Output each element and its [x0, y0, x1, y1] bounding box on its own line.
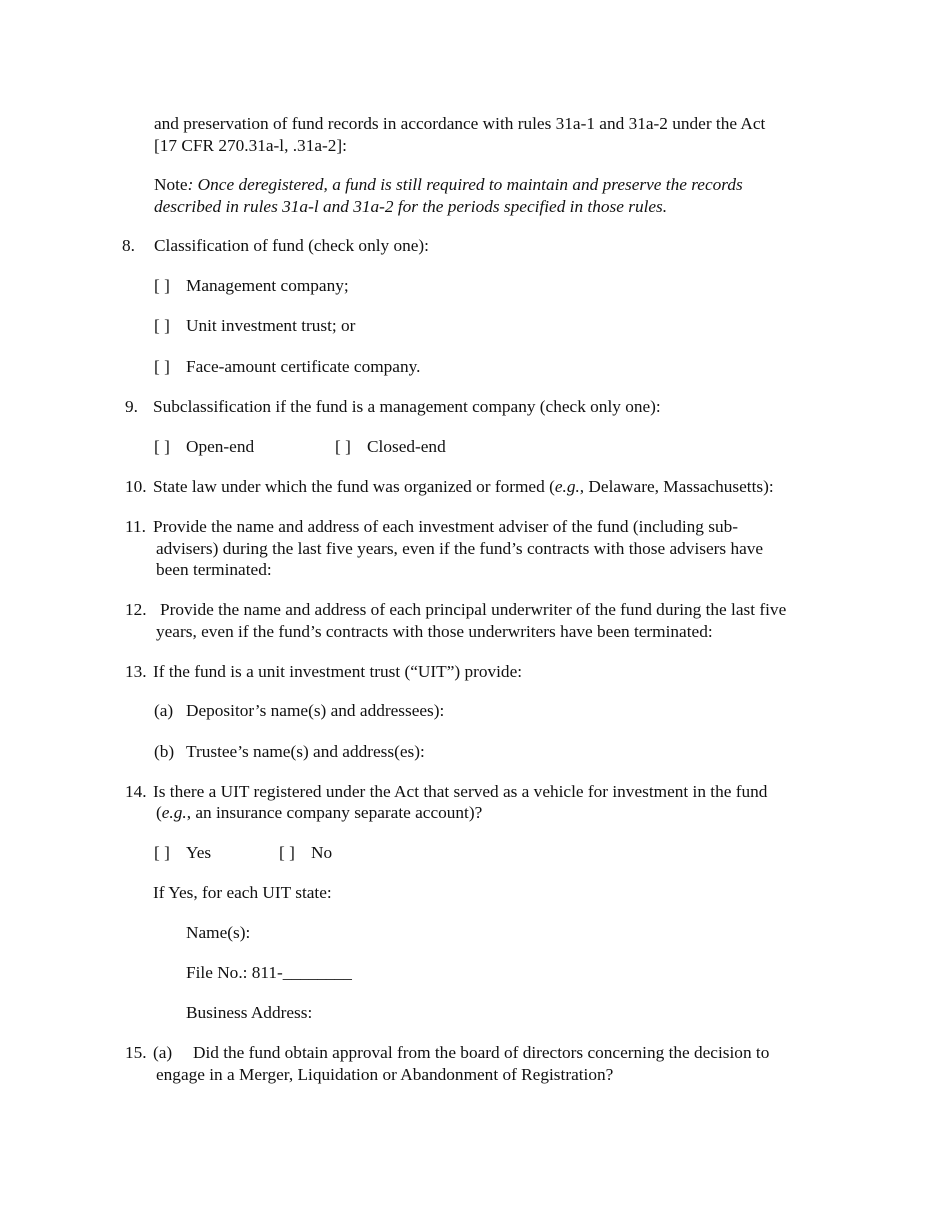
q8-option-face-amount — [154, 356, 420, 378]
q11-number: 11. — [125, 517, 146, 536]
q14-file-no-field[interactable]: File No.: 811-________ — [186, 963, 352, 982]
q13-text: If the fund is a unit investment trust (“UIT”) provide: — [153, 662, 523, 681]
q10-eg: e.g. — [554, 477, 580, 496]
checkbox[interactable]: [ ] — [154, 437, 170, 456]
q14-line-2-rest: , an insurance company separate account)? — [186, 803, 483, 822]
option-label: Yes — [186, 843, 212, 862]
q9-option-closed-end — [335, 436, 446, 458]
q14-names-field[interactable]: Name(s): — [186, 923, 251, 942]
q14-option-yes — [154, 842, 211, 864]
q12-line-2: years, even if the fund’s contracts with those underwriters have been terminated: — [156, 622, 713, 641]
note-label: Note — [154, 175, 188, 194]
q10-text — [153, 476, 774, 498]
q13-a-text: Depositor’s name(s) and addressees): — [186, 701, 445, 720]
intro-line-1: and preservation of fund records in accordance with rules 31a-1 and 31a-2 under the Act — [154, 114, 766, 133]
q11-line-3: been terminated: — [156, 560, 272, 579]
q8-number: 8. — [122, 236, 135, 255]
checkbox[interactable]: [ ] — [335, 437, 351, 456]
q9-option-open-end — [154, 436, 254, 458]
q13-b-text: Trustee’s name(s) and address(es): — [186, 742, 425, 761]
option-label: Unit investment trust; or — [186, 316, 356, 335]
q14-if-yes: If Yes, for each UIT state: — [153, 883, 332, 902]
checkbox[interactable]: [ ] — [154, 357, 170, 376]
q8-option-management — [154, 275, 349, 297]
q15-line-1: Did the fund obtain approval from the board of directors concerning the decision to — [193, 1043, 770, 1062]
q14-eg: e.g. — [161, 803, 187, 822]
q10-text-before: State law under which the fund was organized or formed ( — [153, 477, 555, 496]
q15-line-2: engage in a Merger, Liquidation or Abandonment of Registration? — [156, 1065, 614, 1084]
q10-text-after: , Delaware, Massachusetts): — [579, 477, 774, 496]
q9-text: Subclassification if the fund is a management company (check only one): — [153, 397, 661, 416]
q14-paren: ( — [156, 803, 162, 822]
note-text-1: : Once deregistered, a fund is still required to maintain and preserve the records — [187, 175, 743, 194]
q12-number: 12. — [125, 600, 147, 619]
q9-number: 9. — [125, 397, 138, 416]
q15-a-label: (a) — [153, 1043, 173, 1062]
note-line-1 — [154, 174, 743, 196]
q14-number: 14. — [125, 782, 147, 801]
q14-line-1: Is there a UIT registered under the Act that served as a vehicle for investment in the fund — [153, 782, 768, 801]
q13-b-label: (b) — [154, 742, 175, 761]
q10-number: 10. — [125, 477, 147, 496]
note-line-2: described in rules 31a-l and 31a-2 for the periods specified in those rules. — [154, 197, 668, 216]
checkbox[interactable]: [ ] — [154, 843, 170, 862]
q14-line-2 — [156, 802, 482, 824]
q15-number: 15. — [125, 1043, 147, 1062]
q14-business-address-field[interactable]: Business Address: — [186, 1003, 313, 1022]
q8-option-uit — [154, 315, 355, 337]
intro-line-2: [17 CFR 270.31a-l, .31a-2]: — [154, 136, 347, 155]
q11-line-2: advisers) during the last five years, even if the fund’s contracts with those advisers have — [156, 539, 764, 558]
option-label: Management company; — [186, 276, 349, 295]
option-label: Face-amount certificate company. — [186, 357, 421, 376]
checkbox[interactable]: [ ] — [154, 276, 170, 295]
option-label: No — [311, 843, 333, 862]
option-label: Open-end — [186, 437, 255, 456]
q14-option-no — [279, 842, 332, 864]
q13-number: 13. — [125, 662, 147, 681]
option-label: Closed-end — [367, 437, 446, 456]
q12-line-1: Provide the name and address of each principal underwriter of the fund during the last five — [160, 600, 787, 619]
checkbox[interactable]: [ ] — [279, 843, 295, 862]
checkbox[interactable]: [ ] — [154, 316, 170, 335]
q11-line-1: Provide the name and address of each investment adviser of the fund (including sub- — [153, 517, 738, 536]
q8-text: Classification of fund (check only one): — [154, 236, 429, 255]
q13-a-label: (a) — [154, 701, 174, 720]
